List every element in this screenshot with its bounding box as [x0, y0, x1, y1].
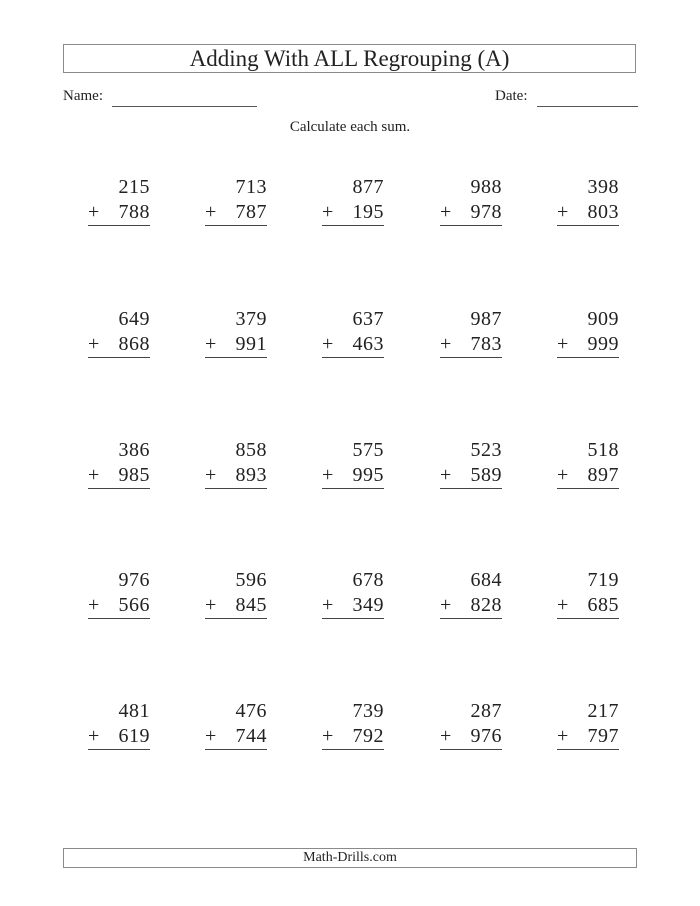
second-addend: 463 — [352, 333, 384, 355]
first-addend: 739 — [352, 700, 384, 722]
plus-icon: + — [557, 594, 569, 616]
worksheet-title: Adding With ALL Regrouping (A) — [63, 44, 636, 73]
plus-icon: + — [440, 201, 452, 223]
second-addend: 797 — [587, 725, 619, 747]
plus-icon: + — [322, 333, 334, 355]
answer-line — [205, 200, 267, 226]
addition-problem — [557, 438, 619, 494]
answer-line — [205, 463, 267, 489]
addition-problem — [557, 699, 619, 755]
first-addend: 987 — [470, 308, 502, 330]
answer-line — [322, 200, 384, 226]
plus-icon: + — [440, 464, 452, 486]
plus-icon: + — [205, 464, 217, 486]
addition-problem — [88, 568, 150, 624]
plus-icon: + — [88, 594, 100, 616]
second-addend: 744 — [235, 725, 267, 747]
name-field[interactable] — [112, 106, 257, 107]
plus-icon: + — [88, 725, 100, 747]
footer: Math-Drills.com — [63, 848, 637, 868]
first-addend: 684 — [470, 569, 502, 591]
addition-problem — [205, 699, 267, 755]
addition-problem — [205, 307, 267, 363]
first-addend: 877 — [352, 176, 384, 198]
second-addend: 845 — [235, 594, 267, 616]
plus-icon: + — [557, 201, 569, 223]
first-addend: 909 — [587, 308, 619, 330]
answer-line — [440, 332, 502, 358]
instructions: Calculate each sum. — [289, 119, 411, 135]
answer-line — [88, 724, 150, 750]
answer-line — [557, 463, 619, 489]
plus-icon: + — [440, 594, 452, 616]
first-addend: 481 — [118, 700, 150, 722]
second-addend: 897 — [587, 464, 619, 486]
addition-problem — [322, 568, 384, 624]
answer-line — [205, 593, 267, 619]
addition-problem — [88, 438, 150, 494]
second-addend: 619 — [118, 725, 150, 747]
plus-icon: + — [205, 594, 217, 616]
addition-problem — [205, 568, 267, 624]
second-addend: 976 — [470, 725, 502, 747]
answer-line — [557, 724, 619, 750]
first-addend: 217 — [587, 700, 619, 722]
first-addend: 596 — [235, 569, 267, 591]
answer-line — [557, 593, 619, 619]
first-addend: 976 — [118, 569, 150, 591]
answer-line — [205, 724, 267, 750]
addition-problem — [557, 307, 619, 363]
answer-line — [322, 332, 384, 358]
addition-problem — [440, 438, 502, 494]
answer-line — [88, 200, 150, 226]
date-label: Date: — [495, 88, 528, 104]
first-addend: 858 — [235, 439, 267, 461]
plus-icon: + — [88, 333, 100, 355]
plus-icon: + — [205, 201, 217, 223]
addition-problem — [88, 307, 150, 363]
second-addend: 788 — [118, 201, 150, 223]
answer-line — [440, 200, 502, 226]
addition-problem — [205, 175, 267, 231]
first-addend: 379 — [235, 308, 267, 330]
plus-icon: + — [88, 464, 100, 486]
second-addend: 195 — [352, 201, 384, 223]
plus-icon: + — [88, 201, 100, 223]
addition-problem — [322, 699, 384, 755]
first-addend: 518 — [587, 439, 619, 461]
second-addend: 868 — [118, 333, 150, 355]
second-addend: 893 — [235, 464, 267, 486]
first-addend: 719 — [587, 569, 619, 591]
second-addend: 792 — [352, 725, 384, 747]
addition-problem — [557, 568, 619, 624]
first-addend: 476 — [235, 700, 267, 722]
addition-problem — [322, 307, 384, 363]
addition-problem — [440, 699, 502, 755]
addition-problem — [557, 175, 619, 231]
second-addend: 589 — [470, 464, 502, 486]
date-field[interactable] — [537, 106, 638, 107]
addition-problem — [440, 307, 502, 363]
addition-problem — [440, 568, 502, 624]
second-addend: 995 — [352, 464, 384, 486]
answer-line — [322, 593, 384, 619]
addition-problem — [440, 175, 502, 231]
addition-problem — [88, 699, 150, 755]
plus-icon: + — [205, 725, 217, 747]
first-addend: 649 — [118, 308, 150, 330]
second-addend: 828 — [470, 594, 502, 616]
answer-line — [88, 332, 150, 358]
first-addend: 678 — [352, 569, 384, 591]
first-addend: 386 — [118, 439, 150, 461]
answer-line — [557, 200, 619, 226]
second-addend: 978 — [470, 201, 502, 223]
answer-line — [440, 724, 502, 750]
addition-problem — [88, 175, 150, 231]
plus-icon: + — [205, 333, 217, 355]
first-addend: 523 — [470, 439, 502, 461]
second-addend: 783 — [470, 333, 502, 355]
plus-icon: + — [557, 333, 569, 355]
name-label: Name: — [63, 88, 103, 104]
answer-line — [205, 332, 267, 358]
plus-icon: + — [322, 725, 334, 747]
answer-line — [322, 724, 384, 750]
answer-line — [88, 463, 150, 489]
second-addend: 999 — [587, 333, 619, 355]
first-addend: 988 — [470, 176, 502, 198]
answer-line — [440, 463, 502, 489]
first-addend: 637 — [352, 308, 384, 330]
plus-icon: + — [322, 594, 334, 616]
first-addend: 287 — [470, 700, 502, 722]
second-addend: 985 — [118, 464, 150, 486]
first-addend: 215 — [118, 176, 150, 198]
first-addend: 713 — [235, 176, 267, 198]
plus-icon: + — [440, 333, 452, 355]
second-addend: 566 — [118, 594, 150, 616]
plus-icon: + — [322, 464, 334, 486]
second-addend: 685 — [587, 594, 619, 616]
answer-line — [557, 332, 619, 358]
addition-problem — [322, 438, 384, 494]
answer-line — [88, 593, 150, 619]
answer-line — [322, 463, 384, 489]
second-addend: 349 — [352, 594, 384, 616]
first-addend: 575 — [352, 439, 384, 461]
plus-icon: + — [440, 725, 452, 747]
plus-icon: + — [557, 725, 569, 747]
answer-line — [440, 593, 502, 619]
plus-icon: + — [557, 464, 569, 486]
second-addend: 991 — [235, 333, 267, 355]
addition-problem — [322, 175, 384, 231]
second-addend: 803 — [587, 201, 619, 223]
plus-icon: + — [322, 201, 334, 223]
first-addend: 398 — [587, 176, 619, 198]
second-addend: 787 — [235, 201, 267, 223]
addition-problem — [205, 438, 267, 494]
